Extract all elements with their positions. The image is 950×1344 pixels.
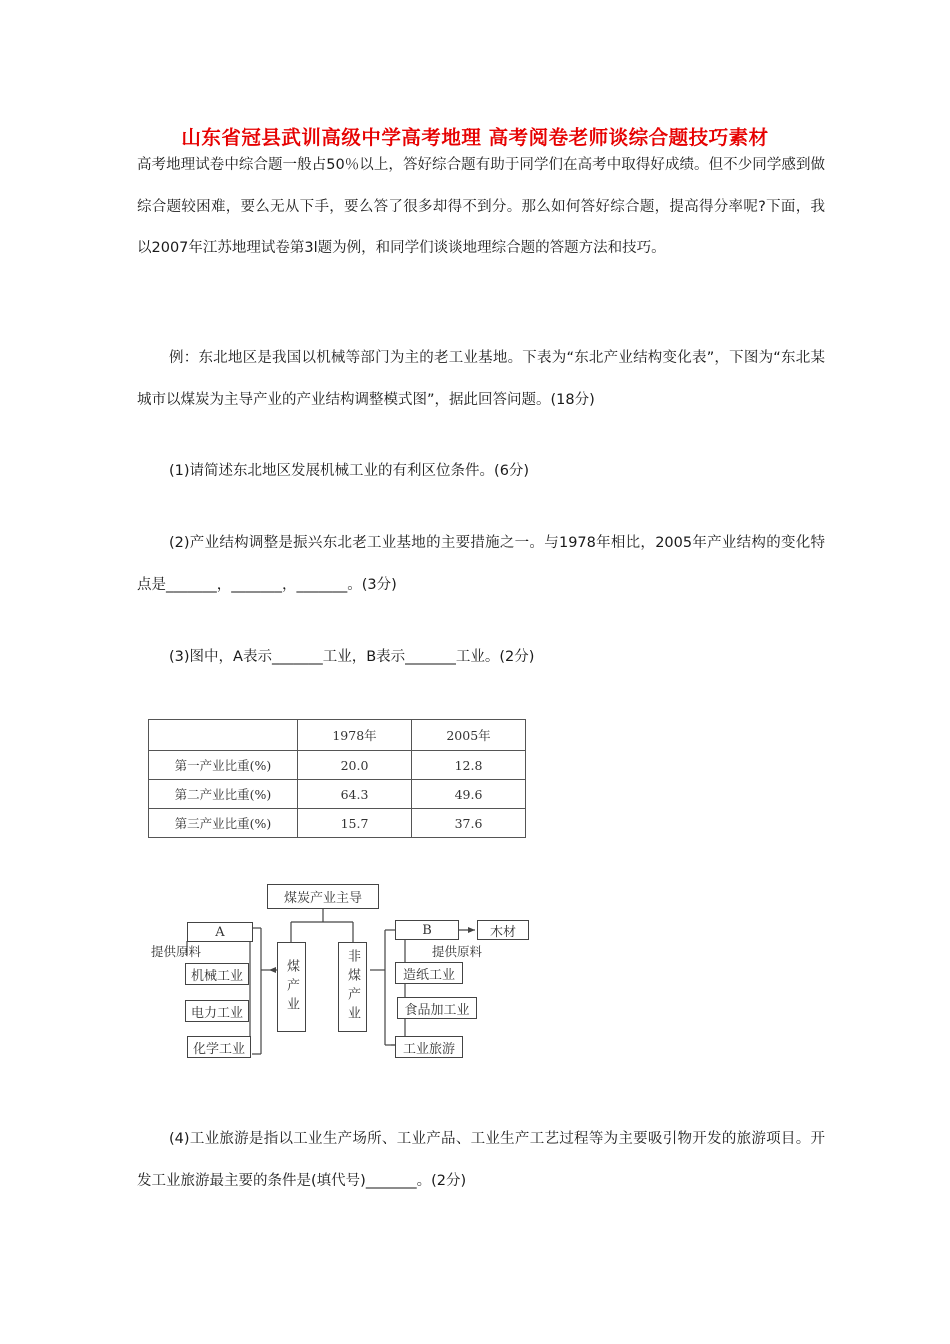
- cell-2005: 49.6: [412, 780, 526, 809]
- question-2: (2)产业结构调整是振兴东北老工业基地的主要措施之一。与1978年相比，2005年产业结构的变化特点是_______，_______，_______。(3分): [137, 535, 825, 593]
- cell-2005: 12.8: [412, 751, 526, 780]
- table-row: [149, 809, 526, 838]
- left-item: 电力工业: [185, 1000, 249, 1022]
- question-3: (3)图中，A表示_______工业，B表示_______工业。(2分): [169, 649, 535, 665]
- supply-label-right: 提供原料: [432, 944, 483, 959]
- supply-label-left: 提供原料: [151, 944, 202, 959]
- right-item: 食品加工业: [397, 997, 477, 1019]
- table-row: [149, 751, 526, 780]
- left-item: 机械工业: [185, 963, 249, 985]
- table-header-cell: [149, 720, 298, 751]
- intro-paragraph: 高考地理试卷中综合题一般占50％以上，答好综合题有助于同学们在高考中取得好成绩。但不少同学感到做综合题较困难，要么无从下手，要么答了很多却得不到分。那么如何答好综合题，提高得分率呢?下面，我以2007年江苏地理试卷第3l题为例，和同学们谈谈地理综合题的答题方法和技巧。: [137, 157, 825, 256]
- document-title: 山东省冠县武训高级中学高考地理 高考阅卷老师谈综合题技巧素材: [181, 126, 769, 149]
- right-item: 造纸工业: [395, 962, 463, 984]
- row-label: 第三产业比重(%): [149, 809, 298, 838]
- left-item: 化学工业: [187, 1036, 251, 1058]
- table-header-cell: 2005年: [412, 720, 526, 751]
- right-item: 工业旅游: [395, 1036, 463, 1058]
- cell-1978: 20.0: [298, 751, 412, 780]
- industry-structure-table: [148, 719, 526, 838]
- wood-box: 木材: [477, 920, 529, 940]
- table-header-cell: 1978年: [298, 720, 412, 751]
- table-row: [149, 780, 526, 809]
- industry-adjustment-diagram: [145, 880, 535, 1060]
- box-a: A: [187, 922, 253, 942]
- question-1: (1)请简述东北地区发展机械工业的有利区位条件。(6分): [169, 463, 530, 479]
- non-coal-industry-box: 非煤产业: [338, 942, 367, 1032]
- example-paragraph: 例：东北地区是我国以机械等部门为主的老工业基地。下表为“东北产业结构变化表”，下图为“东北某城市以煤炭为主导产业的产业结构调整模式图”，据此回答问题。(18分): [137, 350, 825, 408]
- cell-1978: 64.3: [298, 780, 412, 809]
- cell-1978: 15.7: [298, 809, 412, 838]
- row-label: 第二产业比重(%): [149, 780, 298, 809]
- question-4: (4)工业旅游是指以工业生产场所、工业产品、工业生产工艺过程等为主要吸引物开发的旅游项目。开发工业旅游最主要的条件是(填代号)_______。(2分): [137, 1131, 825, 1189]
- table-header-row: [149, 720, 526, 751]
- row-label: 第一产业比重(%): [149, 751, 298, 780]
- coal-dominant-box: 煤炭产业主导: [267, 884, 379, 909]
- coal-industry-box: 煤产业: [277, 942, 306, 1032]
- cell-2005: 37.6: [412, 809, 526, 838]
- box-b: B: [395, 920, 459, 940]
